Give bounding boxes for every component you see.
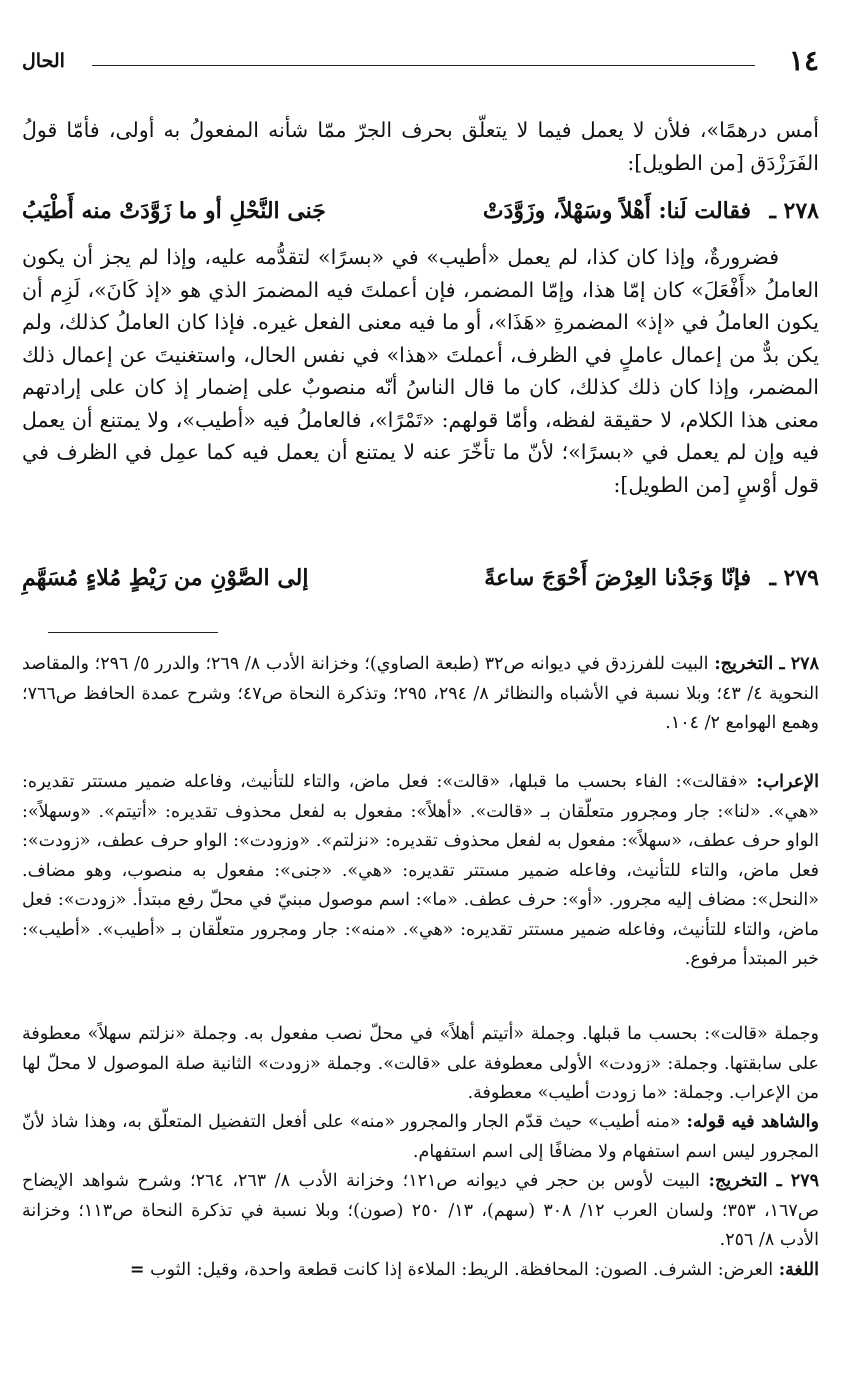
footnote-separator bbox=[48, 632, 218, 633]
footnote-label: ٢٧٩ ـ التخريج: bbox=[708, 1171, 819, 1191]
page-header bbox=[22, 44, 819, 80]
verse-second-hemistich: إلى الصَّوْنِ من رَيْطٍ مُلاءٍ مُسَهَّمِ bbox=[22, 565, 309, 591]
continuation-mark: = bbox=[129, 1260, 145, 1280]
footnote-label: ٢٧٨ ـ التخريج: bbox=[714, 654, 819, 674]
verse-278 bbox=[22, 198, 819, 234]
footnote-text: «فقالت»: الفاء بحسب ما قبلها، «قالت»: فعل ماض، والتاء للتأنيث، وفاعله ضمير مستتر تقديره: «هي». «لنا»: جار ومجرور متعلّقان بـ «قالت». «أهلاً»: مفعول به لفعل محذوف تقديره: «أتيتم». «وسهلاً»: الواو حرف عطف، «سهلاً»: مفعول به لفعل محذوف تقديره: «نزلتم». «وزودت»: الواو حرف عطف، «زودت»: فعل ماض، والتاء للتأنيث، وفاعله ضمير مستتر تقديره: «هي». «جنى»: مفعول به منصوب، وهو مضاف. «النحل»: مضاف إليه مجرور. «أو»: حرف عطف. «ما»: اسم موصول مبنيّ في محلّ رفع مبتدأ. «زودت»: فعل ماض، والتاء للتأنيث، وفاعله ضمير مستتر تقديره: «هي». «منه»: جار ومجرور متعلّقان بـ «أطيب». «أطيب»: خبر المبتدأ مرفوع. bbox=[22, 772, 819, 969]
footnote-279-takhrij bbox=[22, 1167, 819, 1256]
footnote-278-takhrij bbox=[22, 650, 819, 739]
running-title: الحال bbox=[22, 50, 65, 72]
footnote-278-jumal: وجملة «قالت»: بحسب ما قبلها. وجملة «أتيتم أهلاً» في محلّ نصب مفعول به. وجملة «نزلتم سهلاً» معطوفة على سابقتها. وجملة: «زودت» الأولى معطوفة على «قالت». وجملة «زودت» الثانية صلة الموصول لا محلّ لها من الإعراب. وجملة: «ما زودت أطيب» معطوفة. bbox=[22, 1024, 819, 1103]
footnote-279-lugha bbox=[22, 1256, 819, 1286]
footnote-text: «منه أطيب» حيث قدّم الجار والمجرور «منه» على أفعل التفضيل المتعلّق به، وهذا شاذ لأنّ المجرور ليس اسم استفهام ولا مضافًا إلى اسم استفهام. bbox=[22, 1112, 819, 1162]
verse-second-hemistich: جَنى النَّحْلِ أو ما زَوَّدَتْ منه أَطْيَبُ bbox=[22, 198, 326, 224]
page-number: ١٤ bbox=[788, 44, 819, 77]
footnote-label: الإعراب: bbox=[756, 772, 819, 792]
footnote-text: البيت لأوس بن حجر في ديوانه ص١٢١؛ وخزانة الأدب ٨/ ٢٦٣، ٢٦٤؛ وشرح شواهد الإيضاح ص١٦٧، ٣٥٣؛ ولسان العرب ١٢/ ٣٠٨ (سهم)، ١٣/ ٢٥٠ (صون)؛ وبلا نسبة في تذكرة النحاة ص١١٣؛ وخزانة الأدب ٨/ ٢٥٦. bbox=[22, 1171, 819, 1250]
body-paragraph-2: فضرورةٌ، وإذا كان كذا، لم يعمل «أطيب» في «بسرًا» لتقدُّمه عليه، وإذا لم يجز أن يكون العاملُ «أَفْعَلَ» كان إمّا هذا، وإمّا المضمر، فإن أعملتَ فيه المضمرَ الذي هو «إذ كَانَ»، لَزِم أن يكون العاملُ في «إذ» المضمرةِ «هَذَا»، أو ما فيه معنى الفعل غيره. فإذا كان العاملُ كذلك، ولم يكن بدٌّ من إعمال عاملٍ في الظرف، أعملتَ «هذا» في نفس الحال، واستغنيتَ عن إعمال ذلك المضمر، وإذا كان ذلك كذلك، كان ما قال الناسُ أنّه منصوبٌ على إضمار إذ كان على إرادتهم معنى هذا الكلام، لا حقيقة لفظه، وأمّا قولهم: «تَمْرًا»، فالعاملُ فيه «أطيب»، ولا يمتنع أن يعمل فيه وإن لم يعمل في «بسرًا»؛ لأنّ ما تأخّرَ عنه لا يمتنع أن يعمل فيه كما عمِل في الظرف في قول أوْسٍ [من الطويل]: bbox=[22, 245, 819, 497]
footnote-label: اللغة: bbox=[778, 1260, 819, 1280]
footnote-text: العرض: الشرف. الصون: المحافظة. الريط: الملاءة إذا كانت قطعة واحدة، وقيل: الثوب bbox=[150, 1260, 774, 1280]
verse-number: ٢٧٩ ـ bbox=[769, 565, 819, 591]
verse-279 bbox=[22, 565, 819, 601]
footnote-text: البيت للفرزدق في ديوانه ص٣٢ (طبعة الصاوي)؛ وخزانة الأدب ٨/ ٢٦٩؛ والدرر ٥/ ٢٩٦؛ والمقاصد النحوية ٤/ ٤٣؛ وبلا نسبة في الأشباه والنظائر ٨/ ٢٩٤، ٢٩٥؛ وتذكرة النحاة ص٤٧؛ وشرح عمدة الحافظ ص٧٦٦؛ وهمع الهوامع ٢/ ١٠٤. bbox=[22, 654, 820, 733]
header-rule bbox=[92, 65, 755, 66]
footnote-278-shahid bbox=[22, 1108, 819, 1167]
body-paragraph-1: أمس درهمًا»، فلأن لا يعمل فيما لا يتعلّق بحرف الجرّ ممّا شأنه المفعولُ به أولى، فأمّا قولُ الفَرَزْدَق [من الطويل]: bbox=[22, 118, 819, 175]
footnote-278-irab bbox=[22, 768, 819, 975]
verse-first-hemistich: فإنّا وَجَدْنا العِرْضَ أَحْوَجَ ساعةً bbox=[484, 565, 751, 591]
verse-first-hemistich: فقالت لَنا: أَهْلاً وسَهْلاً، وزَوَّدَتْ bbox=[482, 198, 751, 224]
footnote-label: والشاهد فيه قوله: bbox=[686, 1112, 819, 1132]
verse-number: ٢٧٨ ـ bbox=[769, 198, 819, 224]
